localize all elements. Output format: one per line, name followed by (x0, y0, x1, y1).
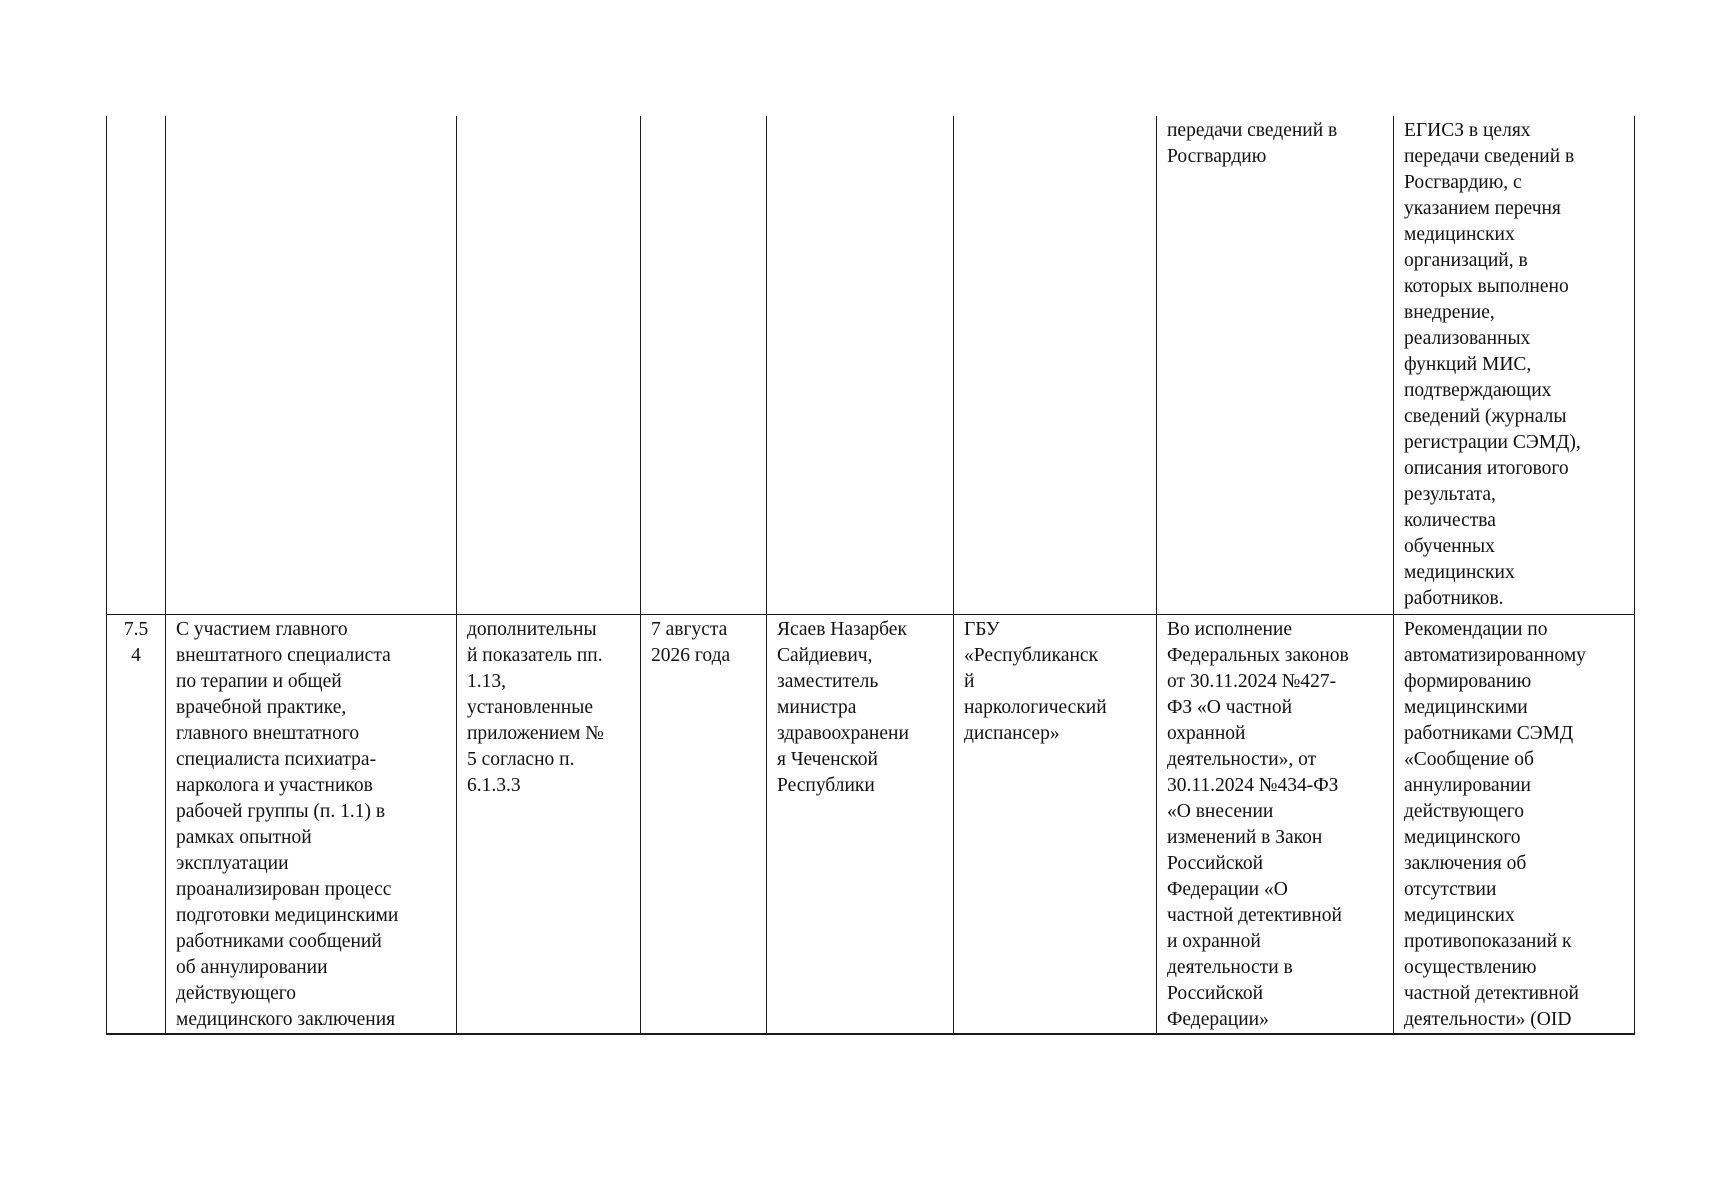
cell-text-line: медицинских (1404, 224, 1515, 245)
cell-text-line: работников. (1404, 588, 1504, 609)
item-number-cell (107, 615, 166, 1035)
cell-text-line: действующего (176, 983, 296, 1004)
cell-text-line: ФЗ «О частной (1167, 697, 1293, 718)
cell-text-line: 6.1.3.3 (467, 775, 521, 796)
cell-text-line: внедрение, (1404, 302, 1495, 323)
cell-text-line: медицинских (1404, 562, 1515, 583)
cell-text-line: С участием главного (176, 619, 348, 640)
cell-text-line: Росгвардию, с (1404, 172, 1522, 193)
cell-text-line: результата, (1404, 484, 1496, 505)
cell-text-line: нарколога и участников (176, 775, 373, 796)
cell-text-line: по терапии и общей (176, 671, 342, 692)
deadline-cell (641, 116, 767, 615)
cell-text-line: медицинских (1404, 905, 1515, 926)
cell-text-line: Росгвардию (1167, 146, 1267, 167)
cell-text-line: 30.11.2024 №434-ФЗ (1167, 775, 1339, 796)
cell-text-line: и охранной (1167, 931, 1261, 952)
cell-text-line: формированию (1404, 671, 1532, 692)
cell-text-line: здравоохранени (777, 723, 909, 744)
cell-text-line: медицинского (1404, 827, 1521, 848)
cell-text-line: Во исполнение (1167, 619, 1292, 640)
cell-text-line: регистрации СЭМД), (1404, 432, 1581, 453)
cell-text-line: деятельности» (OID (1404, 1009, 1572, 1030)
cell-text-line: установленные (467, 697, 593, 718)
result-cell (1394, 615, 1635, 1035)
cell-text-line: отсутствии (1404, 879, 1497, 900)
cell-text-line: ГБУ (964, 619, 1000, 640)
organization-cell (954, 116, 1157, 615)
cell-text-line: работниками СЭМД (1404, 723, 1574, 744)
cell-text-line: й показатель пп. (467, 645, 603, 666)
basis-cell (1157, 615, 1394, 1035)
cell-text-line: об аннулировании (176, 957, 328, 978)
cell-text-line: передачи сведений в (1404, 146, 1575, 167)
cell-text-line: дополнительны (467, 619, 597, 640)
cell-text-line: эксплуатации (176, 853, 289, 874)
cell-text-line: охранной (1167, 723, 1246, 744)
cell-text-line: медицинскими (1404, 697, 1528, 718)
cell-text-line: обученных (1404, 536, 1495, 557)
cell-text-line: 5 согласно п. (467, 749, 575, 770)
cell-text-line: осуществлению (1404, 957, 1537, 978)
cell-text-line: организаций, в (1404, 250, 1528, 271)
cell-text-line: 4 (131, 645, 141, 666)
responsible-cell (767, 116, 954, 615)
cell-text-line: министра (777, 697, 857, 718)
cell-text-line: Российской (1167, 983, 1264, 1004)
cell-text-line: работниками сообщений (176, 931, 382, 952)
cell-text-line: количества (1404, 510, 1496, 531)
cell-text-line: Российской (1167, 853, 1264, 874)
cell-text-line: я Чеченской (777, 749, 878, 770)
cell-text-line: Федерации» (1167, 1009, 1269, 1030)
description-cell (166, 116, 457, 615)
cell-text-line: заключения об (1404, 853, 1527, 874)
cell-text-line: «Сообщение об (1404, 749, 1534, 770)
cell-text-line: деятельности в (1167, 957, 1293, 978)
cell-text-line: деятельности», от (1167, 749, 1317, 770)
cell-text-line: частной детективной (1167, 905, 1342, 926)
cell-text-line: подтверждающих (1404, 380, 1552, 401)
cell-text-line: ЕГИСЗ в целях (1404, 120, 1531, 141)
cell-text-line: реализованных (1404, 328, 1531, 349)
cell-text-line: передачи сведений в (1167, 120, 1338, 141)
cell-text-line: аннулировании (1404, 775, 1531, 796)
cell-text-line: внештатного специалиста (176, 645, 391, 666)
cell-text-line: от 30.11.2024 №427- (1167, 671, 1337, 692)
cell-text-line: «О внесении (1167, 801, 1274, 822)
cell-text-line: рамках опытной (176, 827, 312, 848)
cell-text-line: автоматизированному (1404, 645, 1586, 666)
reporting-cell (1157, 116, 1394, 615)
cell-text-line: описания итогового (1404, 458, 1569, 479)
cell-text-line: диспансер» (964, 723, 1060, 744)
cell-text-line: наркологический (964, 697, 1107, 718)
cell-text-line: Ясаев Назарбек (777, 619, 907, 640)
cell-text-line: 1.13, (467, 671, 506, 692)
cell-text-line: указанием перечня (1404, 198, 1561, 219)
cell-text-line: Федеральных законов (1167, 645, 1349, 666)
cell-text-line: врачебной практике, (176, 697, 347, 718)
cell-text-line: 7.5 (123, 619, 149, 640)
cell-text-line: рабочей группы (п. 1.1) в (176, 801, 386, 822)
responsible-cell (767, 615, 954, 1035)
table-row-7-54 (107, 615, 1635, 1035)
cell-text-line: 7 августа (651, 619, 728, 640)
cell-text-line: «Республиканск (964, 645, 1099, 666)
cell-text-line: Федерации «О (1167, 879, 1288, 900)
cell-text-line: действующего (1404, 801, 1524, 822)
cell-text-line: приложением № (467, 723, 604, 744)
number-cell (107, 116, 166, 615)
organization-cell (954, 615, 1157, 1035)
cell-text-line: специалиста психиатра- (176, 749, 377, 770)
cell-text-line: противопоказаний к (1404, 931, 1572, 952)
result-cell (1394, 116, 1635, 615)
cell-text-line: которых выполнено (1404, 276, 1569, 297)
indicator-cell (457, 615, 641, 1035)
cell-text-line: проанализирован процесс (176, 879, 392, 900)
cell-text-line: подготовки медицинскими (176, 905, 399, 926)
cell-text-line: медицинского заключения (176, 1009, 396, 1030)
table-row-continued (107, 116, 1635, 615)
cell-text-line: изменений в Закон (1167, 827, 1323, 848)
cell-text-line: частной детективной (1404, 983, 1579, 1004)
cell-text-line: Республики (777, 775, 875, 796)
description-cell (166, 615, 457, 1035)
deadline-cell (641, 615, 767, 1035)
cell-text-line: функций МИС, (1404, 354, 1532, 375)
cell-text-line: Рекомендации по (1404, 619, 1548, 640)
cell-text-line: й (964, 671, 975, 692)
indicator-cell (457, 116, 641, 615)
cell-text-line: заместитель (777, 671, 879, 692)
cell-text-line: сведений (журналы (1404, 406, 1567, 427)
cell-text-line: главного внештатного (176, 723, 360, 744)
cell-text-line: 2026 года (651, 645, 731, 666)
plan-table (106, 116, 1635, 1035)
cell-text-line: Сайдиевич, (777, 645, 873, 666)
